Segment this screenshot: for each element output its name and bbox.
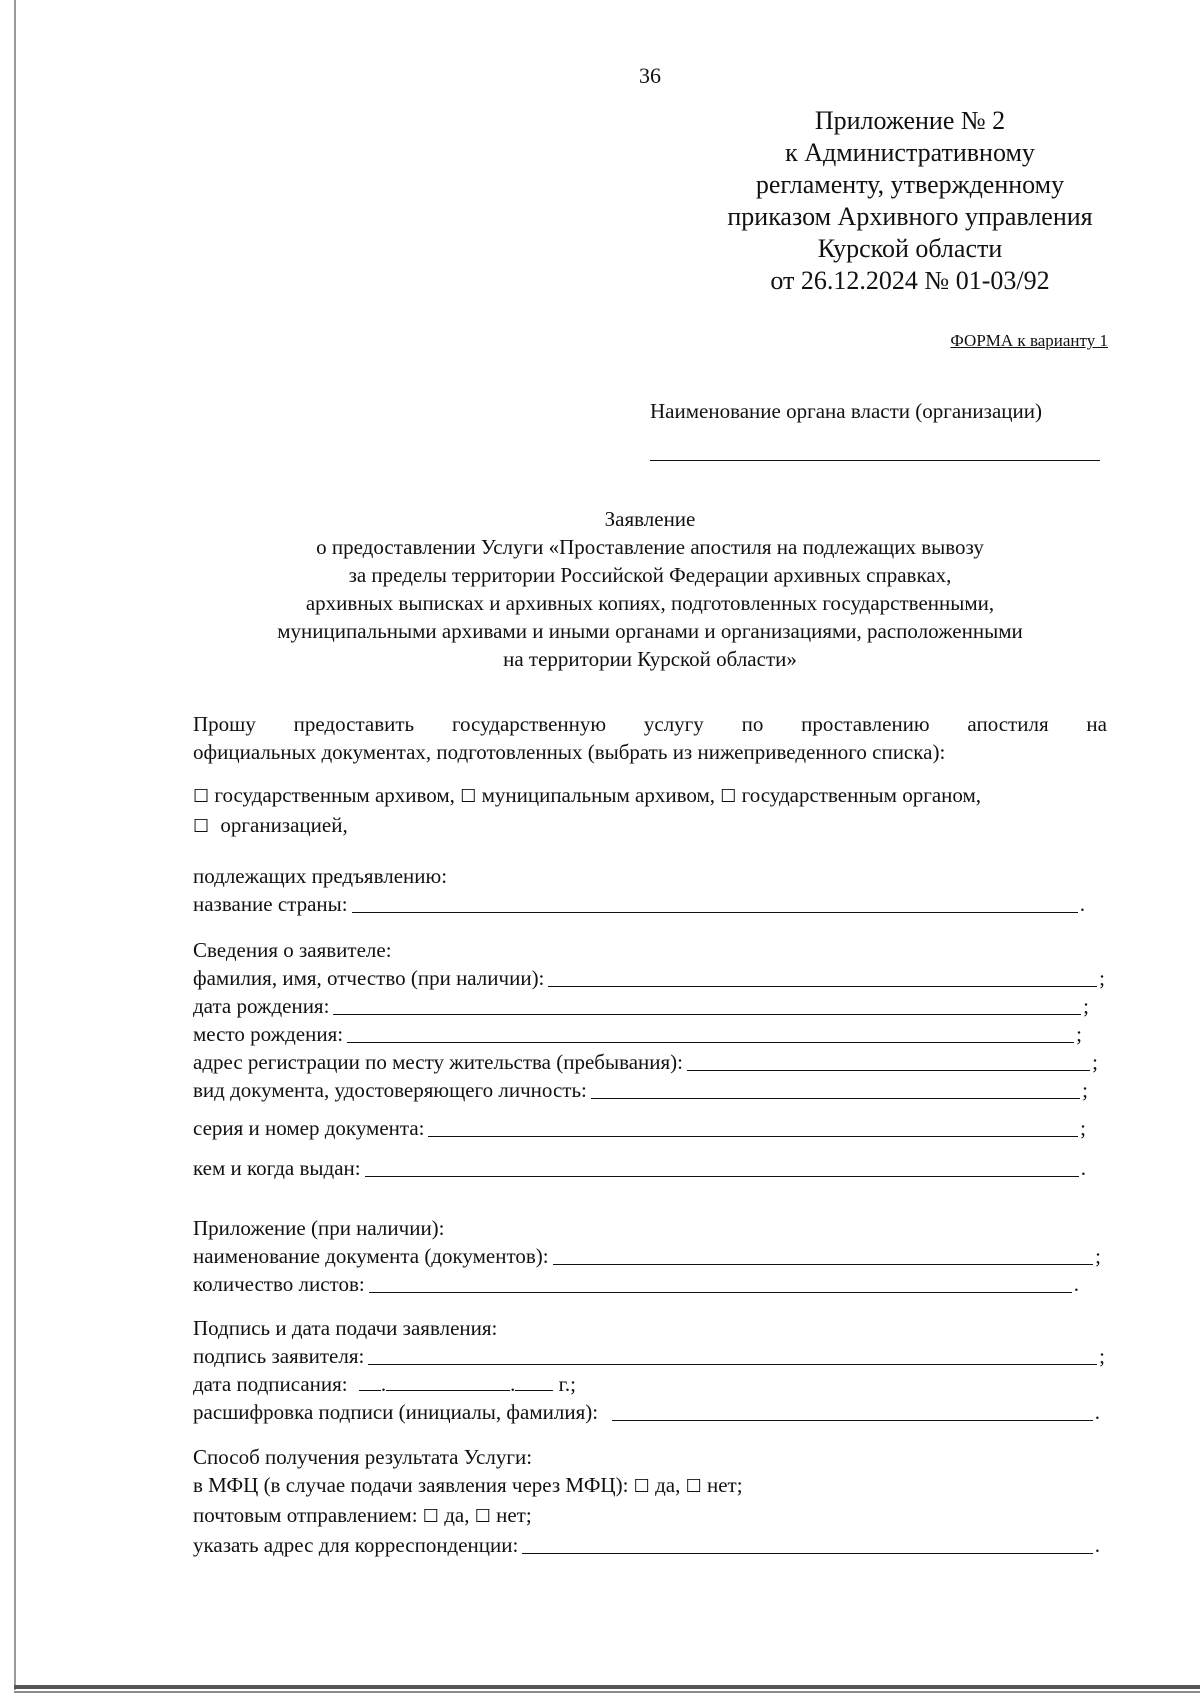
issued-by-label: кем и когда выдан: [193,1156,361,1180]
request-paragraph [193,710,1107,766]
id-type-input-line[interactable] [591,1098,1080,1099]
checkbox-mfc-no[interactable]: ☐ [685,1476,702,1497]
doc-names-label: наименование документа (документов): [193,1244,549,1268]
birth-place-field: место рождения: ; [193,1022,1082,1046]
issued-by-input-line[interactable] [365,1176,1079,1177]
applicant-signature-field: подпись заявителя: ; [193,1344,1105,1368]
title-line: за пределы территории Российской Федерации архивных справках, [348,563,952,587]
result-section [193,1443,1107,1559]
title-line: муниципальными архивами и иными органами и организациями, расположенными [277,619,1023,643]
birth-date-field: дата рождения: ; [193,994,1089,1018]
document-title [200,505,1100,673]
correspondence-address-input-line[interactable] [522,1553,1092,1554]
signing-date-label: дата подписания: [193,1372,348,1396]
correspondence-address-label: указать адрес для корреспонденции: [193,1533,519,1557]
address-label: адрес регистрации по месту жительства (пребывания): [193,1050,684,1074]
sheet-count-field: количество листов: . [193,1272,1079,1296]
request-line: официальных документах, подготовленных (выбрать из нижеприведенного списка): [193,740,946,764]
signature-section [193,1314,1107,1426]
address-input-line[interactable] [687,1070,1090,1071]
post-no-label: нет; [496,1503,532,1527]
appendix-line: от 26.12.2024 № 01-03/92 [770,266,1050,295]
applicant-heading: Сведения о заявителе: [193,938,392,962]
page-left-edge [14,0,16,1690]
result-heading: Способ получения результата Услуги: [193,1445,533,1469]
doc-number-row [193,1114,1086,1142]
attachment-heading: Приложение (при наличии): [193,1216,445,1240]
title-line: о предоставлении Услуги «Проставление апостиля на подлежащих вывозу [316,535,984,559]
issued-by-field: кем и когда выдан: . [193,1156,1086,1180]
date-year-suffix: г.; [558,1372,576,1396]
title-line: архивных выписках и архивных копиях, подготовленных государственными, [305,591,995,615]
post-option-row [193,1501,1107,1531]
signature-decoding-input-line[interactable] [612,1420,1093,1421]
option-state-body: государственным органом, [741,783,982,807]
doc-names-input-line[interactable] [553,1264,1094,1265]
birth-place-input-line[interactable] [347,1042,1074,1043]
correspondence-address-field: указать адрес для корреспонденции: . [193,1533,1100,1557]
option-state-archive: государственным архивом, [214,783,455,807]
checkbox-state-archive[interactable]: ☐ [193,786,210,807]
option-municipal-archive: муниципальным архивом, [481,783,715,807]
appendix-line: регламенту, утвержденному [755,170,1065,199]
option-organization: организацией, [220,813,348,837]
country-label: название страны: [193,892,348,916]
doc-number-field: серия и номер документа: ; [193,1116,1086,1140]
mfc-label: в МФЦ (в случае подачи заявления через МФЦ): [193,1473,629,1497]
page-number: 36 [639,63,661,88]
checkbox-mfc-yes[interactable]: ☐ [633,1476,650,1497]
birth-date-input-line[interactable] [333,1014,1081,1015]
sheet-count-label: количество листов: [193,1272,365,1296]
authority-label: Наименование органа власти (организации) [650,399,1042,423]
birth-date-label: дата рождения: [193,994,330,1018]
signature-decoding-label: расшифровка подписи (инициалы, фамилия): [193,1400,599,1424]
mfc-yes-label: да, [655,1473,681,1497]
checkbox-state-body[interactable]: ☐ [720,786,737,807]
presentation-label: подлежащих предъявлению: [193,864,448,888]
post-yes-label: да, [444,1503,470,1527]
date-day-input[interactable] [359,1370,381,1391]
doc-number-input-line[interactable] [428,1136,1078,1137]
address-field: адрес регистрации по месту жительства (пребывания): ; [193,1050,1098,1074]
id-type-field: вид документа, удостоверяющего личность: ; [193,1078,1088,1102]
country-input-line[interactable] [352,912,1078,913]
full-name-label: фамилия, имя, отчество (при наличии): [193,966,545,990]
title-heading: Заявление [604,507,696,531]
document-source-options [193,781,1107,841]
signature-heading: Подпись и дата подачи заявления: [193,1316,498,1340]
signature-decoding-field: расшифровка подписи (инициалы, фамилия): . [193,1400,1100,1424]
doc-names-field: наименование документа (документов): ; [193,1244,1101,1268]
page-bottom-edge [14,1685,1200,1689]
appendix-line: Курской области [817,234,1003,263]
country-field: название страны: . [193,892,1085,916]
form-variant-label: ФОРМА к варианту 1 [950,331,1108,350]
sheet-count-input-line[interactable] [369,1292,1072,1293]
applicant-section [193,936,1107,1104]
title-line: на территории Курской области» [503,647,797,671]
authority-input-line[interactable] [650,460,1100,461]
birth-place-label: место рождения: [193,1022,344,1046]
page-bottom-edge-shadow [14,1691,1200,1693]
date-month-input[interactable] [386,1370,510,1391]
full-name-input-line[interactable] [548,986,1097,987]
post-label: почтовым отправлением: [193,1503,418,1527]
checkbox-municipal-archive[interactable]: ☐ [460,786,477,807]
doc-number-label: серия и номер документа: [193,1116,425,1140]
appendix-line: Приложение № 2 [814,106,1006,135]
mfc-option-row [193,1471,1107,1501]
id-type-label: вид документа, удостоверяющего личность: [193,1078,587,1102]
appendix-line: к Административному [785,138,1035,167]
issued-by-row [193,1154,1086,1182]
checkbox-post-yes[interactable]: ☐ [422,1506,439,1527]
mfc-no-label: нет; [706,1473,743,1497]
appendix-block [700,105,1120,297]
applicant-signature-label: подпись заявителя: [193,1344,365,1368]
signing-date-field: дата подписания: . . г.; [193,1372,576,1396]
applicant-signature-input-line[interactable] [368,1364,1097,1365]
checkbox-organization[interactable]: ☐ [193,816,210,837]
presentation-section [193,862,1085,918]
date-year-input[interactable] [515,1370,553,1391]
full-name-field: фамилия, имя, отчество (при наличии): ; [193,966,1105,990]
checkbox-post-no[interactable]: ☐ [474,1506,491,1527]
attachment-section [193,1214,1107,1298]
request-line: Прошу предоставить государственную услугу по проставлению апостиля на [193,712,1107,736]
appendix-line: приказом Архивного управления [727,202,1093,231]
